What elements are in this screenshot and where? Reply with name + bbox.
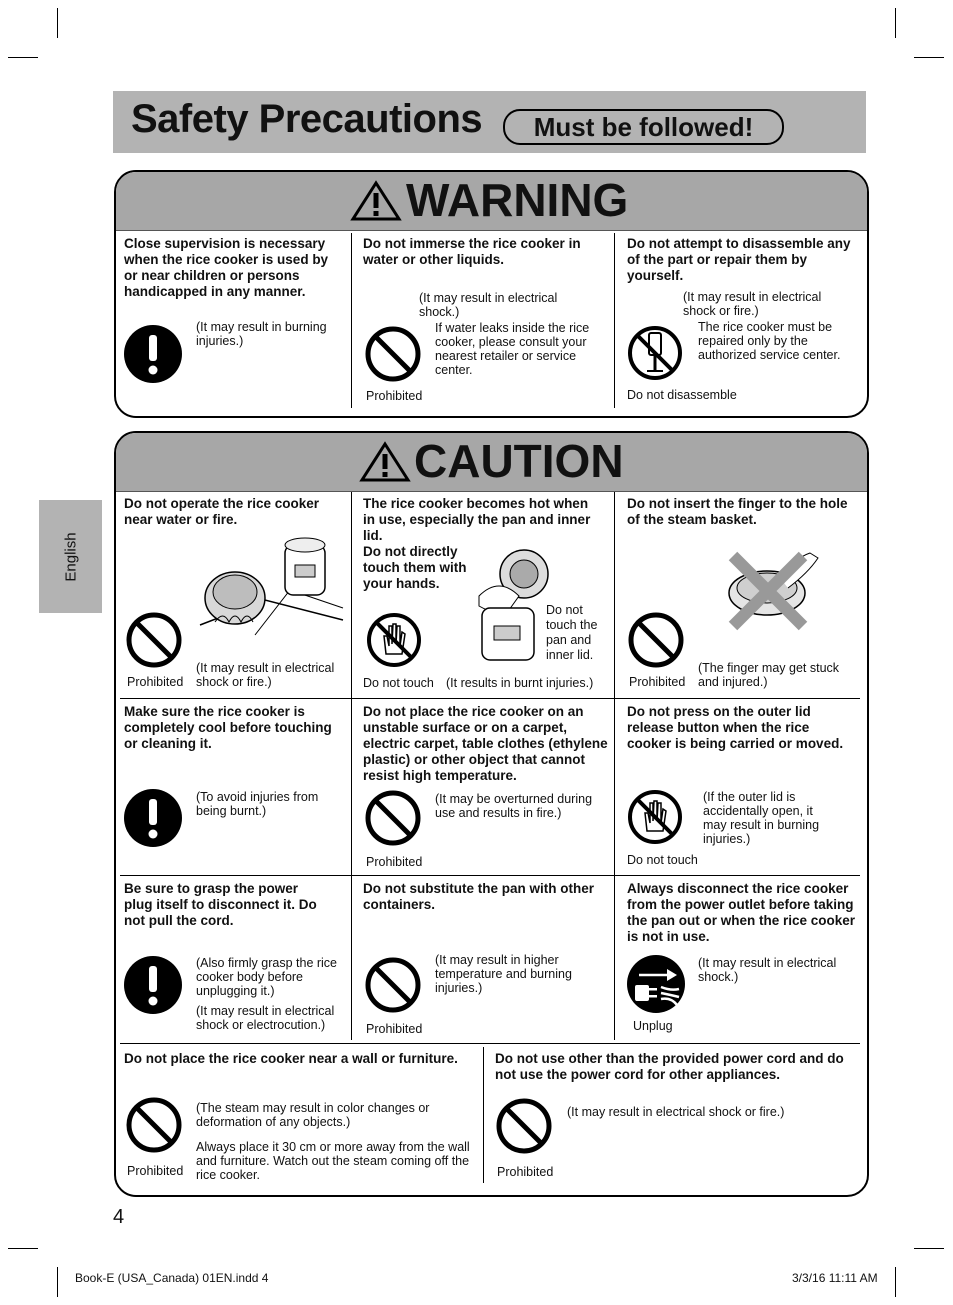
item-note: The rice cooker must be repaired only by the authorized service center.: [698, 320, 841, 362]
divider: [120, 1043, 860, 1044]
item-note: (It may result in electrical shock or fire.): [196, 661, 335, 689]
item-note: (It may result in electrical shock or fire.): [683, 290, 822, 318]
no-disassemble-icon: [627, 325, 683, 381]
item-note: (It may result in electrical shock.): [698, 956, 837, 984]
crop-mark: [895, 1267, 896, 1297]
item-heading: Do not substitute the pan with other containers.: [363, 881, 594, 912]
warning-triangle-icon: [351, 181, 401, 221]
item-note: If water leaks inside the rice cooker, please consult your nearest retailer or service center.: [435, 321, 590, 377]
item-label: Prohibited: [127, 1164, 184, 1178]
prohibited-icon: [365, 957, 421, 1013]
crop-mark: [57, 8, 58, 38]
prohibited-icon: [496, 1098, 552, 1154]
item-heading: The rice cooker becomes hot when in use, especially the pan and inner lid.: [363, 496, 591, 543]
page-number: 4: [113, 1206, 125, 1228]
item-heading: Do not immerse the rice cooker in water or other liquids.: [363, 236, 581, 267]
prohibited-icon: [126, 1097, 182, 1153]
item-label: Prohibited: [366, 389, 423, 403]
item-callout: Do not touch the pan and inner lid.: [546, 603, 598, 662]
item-heading: Do not press on the outer lid release button when the rice cooker is being carried or moved.: [627, 704, 844, 751]
item-label: Do not touch: [627, 853, 698, 867]
language-label: English: [62, 531, 79, 582]
warning-title: WARNING: [406, 174, 629, 226]
crop-mark: [914, 57, 944, 58]
hot-cooker-illustration: [474, 548, 554, 668]
item-note: (It may result in higher temperature and burning injuries.): [435, 953, 572, 995]
divider: [351, 492, 352, 1040]
item-label: Unplug: [633, 1019, 673, 1033]
do-not-touch-icon: [366, 612, 422, 668]
prohibited-icon: [126, 612, 182, 668]
footer-filename: Book-E (USA_Canada) 01EN.indd 4: [75, 1271, 269, 1285]
crop-mark: [8, 1248, 38, 1249]
item-label: Prohibited: [366, 855, 423, 869]
item-note: (It may be overturned during use and results in fire.): [435, 792, 593, 820]
item-note: (It results in burnt injuries.): [446, 676, 594, 690]
must-follow-badge: Must be followed!: [503, 109, 784, 145]
item-heading: Make sure the rice cooker is completely cool before touching or cleaning it.: [124, 704, 332, 751]
item-heading: Close supervision is necessary when the rice cooker is used by or near children or persons handicapped in any manner.: [124, 236, 329, 299]
item-heading: Always disconnect the rice cooker from the power outlet before taking the pan out or when the rice cooker is not in use.: [627, 881, 856, 944]
item-label: Do not touch: [363, 676, 434, 690]
crop-mark: [895, 8, 896, 38]
divider: [614, 492, 615, 1040]
divider: [120, 698, 860, 699]
exclamation-icon: [124, 325, 182, 383]
item-note: (Also firmly grasp the rice cooker body before unplugging it.): [196, 956, 338, 998]
prohibited-icon: [365, 326, 421, 382]
divider: [614, 233, 615, 408]
page-title: Safety Precautions: [131, 97, 483, 141]
item-label: Do not disassemble: [627, 388, 737, 402]
item-note: (To avoid injuries from being burnt.): [196, 790, 319, 818]
do-not-touch-icon: [627, 789, 683, 845]
prohibited-icon: [365, 790, 421, 846]
item-heading: Do not use other than the provided power cord and do not use the power cord for other appliances.: [495, 1051, 844, 1082]
crop-mark: [8, 57, 38, 58]
item-note: (It may result in burning injuries.): [196, 320, 327, 348]
caution-triangle-icon: [360, 442, 410, 482]
item-note: (It may result in electrical shock or fire.): [567, 1105, 785, 1119]
footer-timestamp: 3/3/16 11:11 AM: [792, 1271, 878, 1285]
item-heading: Do not operate the rice cooker near water or fire.: [124, 496, 320, 527]
item-label: Prohibited: [127, 675, 184, 689]
item-label: Prohibited: [629, 675, 686, 689]
divider: [120, 875, 860, 876]
unplug-icon: [627, 955, 685, 1013]
rice-cooker-near-fire-illustration: [195, 530, 345, 640]
item-note: (If the outer lid is accidentally open, it may result in burning injuries.): [703, 790, 820, 846]
item-heading: Do not attempt to disassemble any of the part or repair them by yourself.: [627, 236, 851, 283]
item-heading: Be sure to grasp the power plug itself to disconnect it. Do not pull the cord.: [124, 881, 317, 928]
item-note: (It may result in electrical shock.): [419, 291, 558, 319]
item-subheading: Do not directly touch them with your hands.: [363, 544, 467, 591]
divider: [483, 1047, 484, 1183]
language-tab: [39, 500, 102, 613]
steam-basket-illustration: [725, 548, 825, 633]
item-label: Prohibited: [366, 1022, 423, 1036]
crop-mark: [914, 1248, 944, 1249]
crop-mark: [57, 1267, 58, 1297]
item-note: (It may result in electrical shock or electrocution.): [196, 1004, 335, 1032]
prohibited-icon: [628, 612, 684, 668]
item-note: Always place it 30 cm or more away from the wall and furniture. Watch out the steam coming off the rice cooker.: [196, 1140, 470, 1182]
item-label: Prohibited: [497, 1165, 554, 1179]
exclamation-icon: [124, 956, 182, 1014]
item-note: (The steam may result in color changes or deformation of any objects.): [196, 1101, 430, 1129]
item-heading: Do not place the rice cooker near a wall or furniture.: [124, 1051, 458, 1066]
caution-title: CAUTION: [414, 435, 624, 487]
item-heading: Do not place the rice cooker on an unstable surface or on a carpet, electric carpet, table clothes (ethylene plastic) or other object that cannot resist high temperature.: [363, 704, 608, 783]
item-note: (The finger may get stuck and injured.): [698, 661, 840, 689]
exclamation-icon: [124, 789, 182, 847]
item-heading: Do not insert the finger to the hole of the steam basket.: [627, 496, 848, 527]
divider: [351, 233, 352, 408]
